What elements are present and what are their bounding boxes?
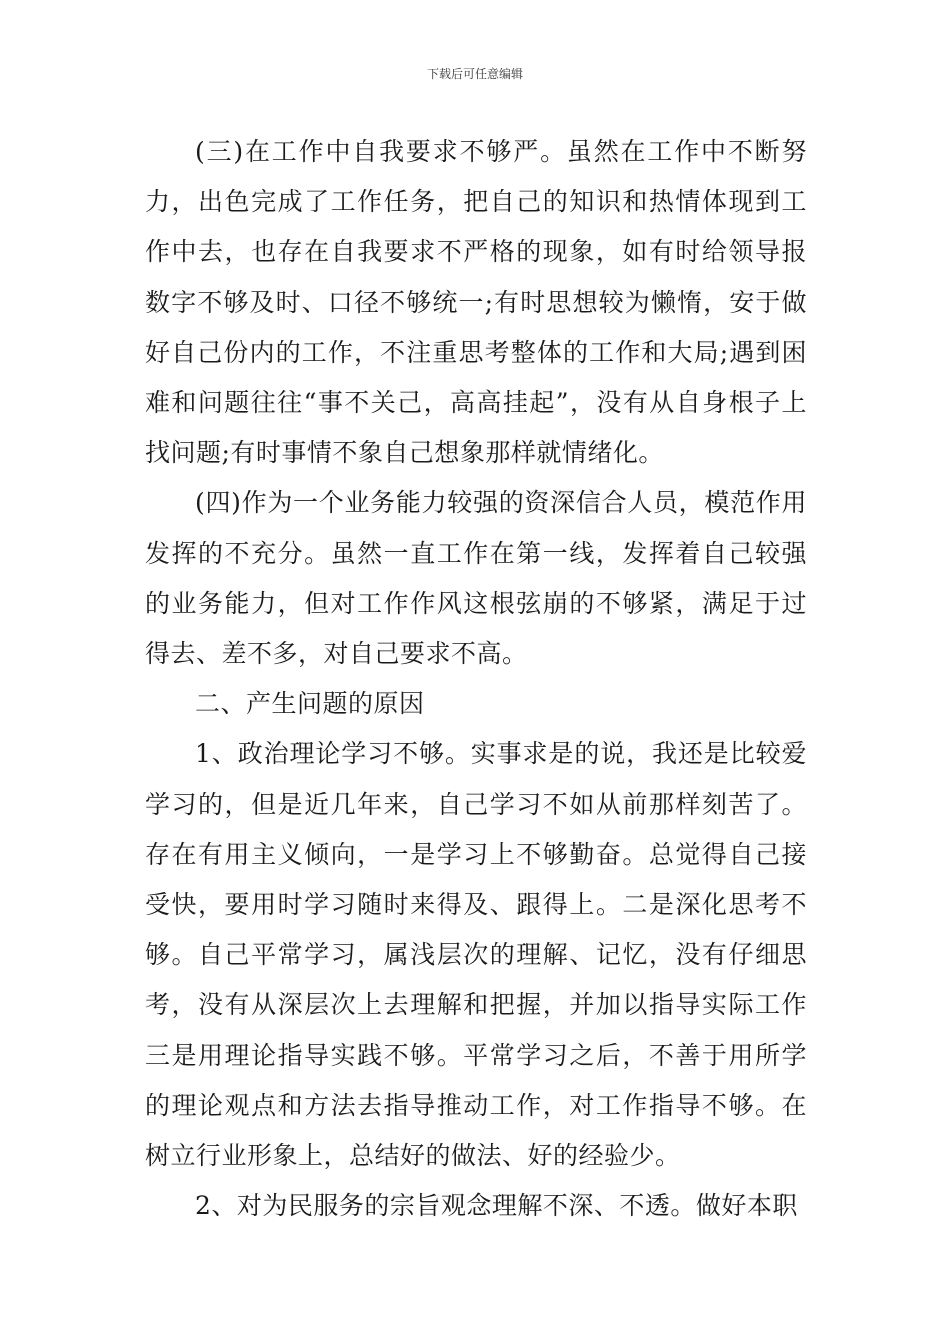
document-body <box>145 127 807 1231</box>
paragraph-political-theory-study: 1、政治理论学习不够。实事求是的说，我还是比较爱学习的，但是近几年来，自己学习不如从前那样刻苦了。存在有用主义倾向，一是学习上不够勤奋。总觉得自己接受快，要用时学习随时来得及、跟得上。二是深化思考不够。自己平常学习，属浅层次的理解、记忆，没有仔细思考，没有从深层次上去理解和把握，并加以指导实际工作三是用理论指导实践不够。平常学习之后，不善于用所学的理论观点和方法去指导推动工作，对工作指导不够。在树立行业形象上，总结好的做法、好的经验少。 <box>145 739 807 1171</box>
paragraph-work-self-requirement: (三)在工作中自我要求不够严。虽然在工作中不断努力，出色完成了工作任务，把自己的知识和热情体现到工作中去，也存在自我要求不严格的现象，如有时给领导报数字不够及时、口径不够统一;有时思想较为懒惰，安于做好自己份内的工作，不注重思考整体的工作和大局;遇到困难和问题往往“事不关己，高高挂起”，没有从自身根子上找问题;有时事情不象自己想象那样就情绪化。 <box>145 137 807 468</box>
paragraph-exemplary-role: (四)作为一个业务能力较强的资深信合人员，模范作用发挥的不充分。虽然一直工作在第一线，发挥着自己较强的业务能力，但对工作作风这根弦崩的不够紧，满足于过得去、差不多，对自己要求不高。 <box>145 488 807 669</box>
section-heading-causes: 二、产生问题的原因 <box>195 689 425 719</box>
paragraph-service-purpose: 2、对为民服务的宗旨观念理解不深、不透。做好本职 <box>195 1191 798 1221</box>
page-header: 下载后可任意编辑 <box>426 67 523 81</box>
